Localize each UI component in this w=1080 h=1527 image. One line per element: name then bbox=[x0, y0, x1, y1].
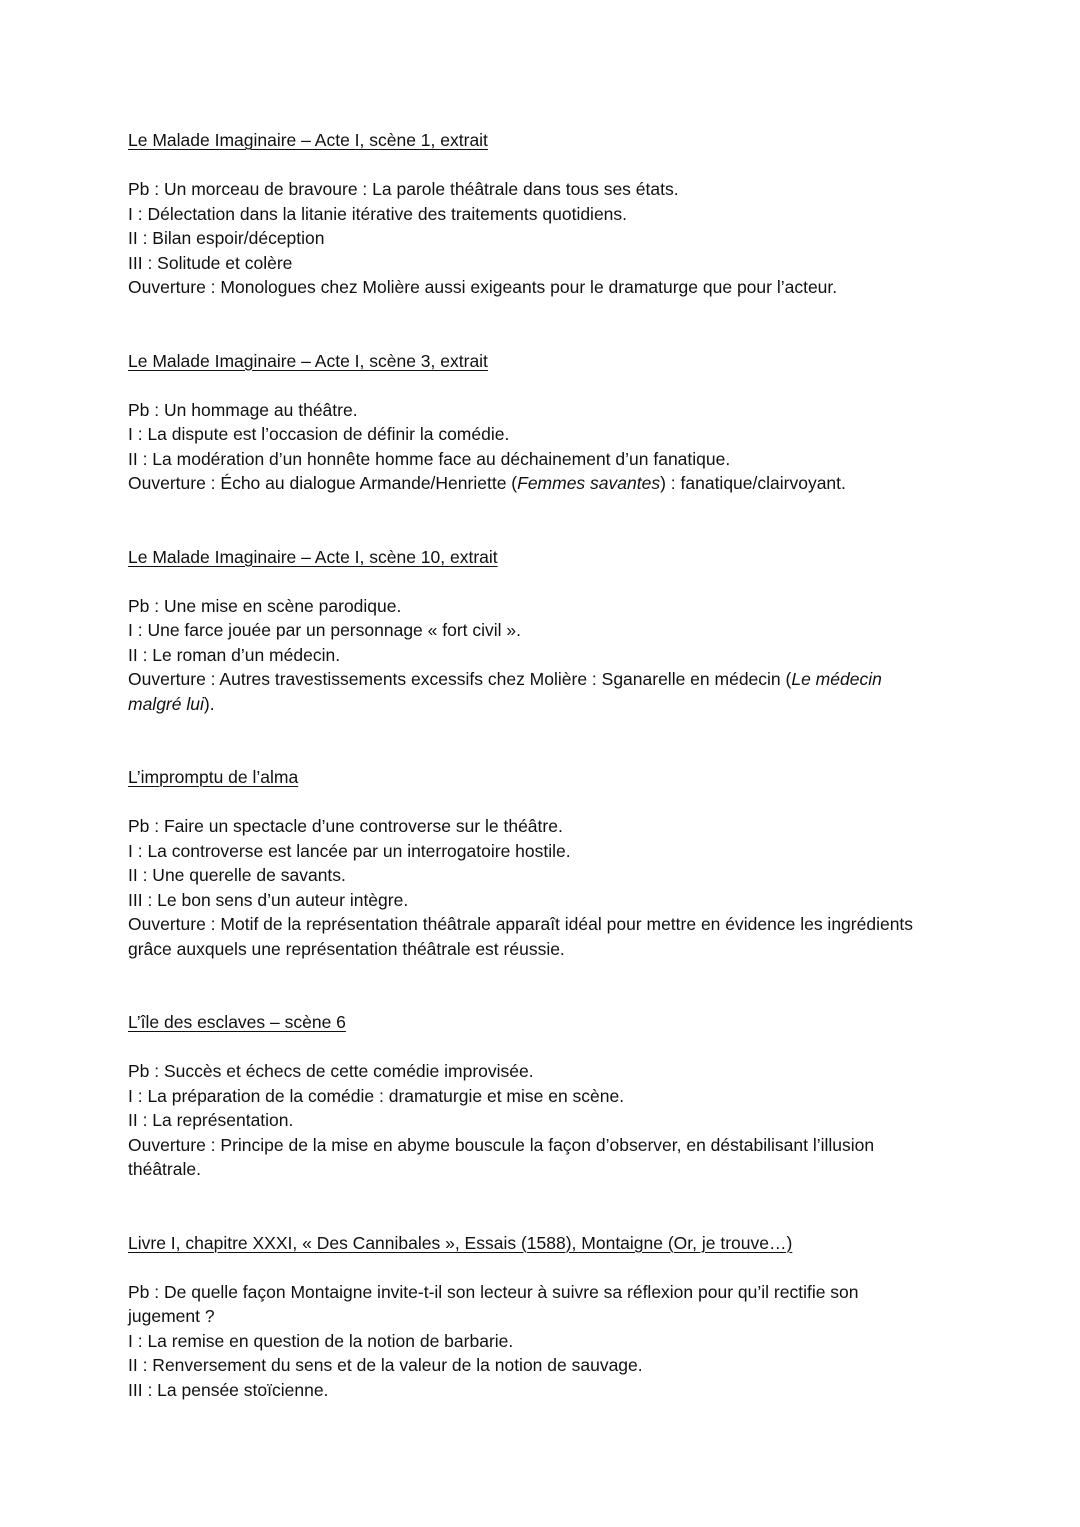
ouverture-line: Ouverture : Monologues chez Molière aussi exigeants pour le dramaturge que pour l’acteur. bbox=[128, 277, 838, 297]
section-malade-scene-10 bbox=[128, 545, 928, 717]
part-1-line: I : La remise en question de la notion de barbarie. bbox=[128, 1330, 514, 1351]
section-title: Le Malade Imaginaire – Acte I, scène 3, extrait bbox=[128, 350, 488, 371]
document-page bbox=[128, 128, 928, 1451]
section-title: L’île des esclaves – scène 6 bbox=[128, 1012, 346, 1032]
ouverture-line: Ouverture : Principe de la mise en abyme bouscule la façon d’observer, en déstabilisant l’illusion théâtrale. bbox=[128, 1134, 875, 1179]
problematique-line: Pb : Faire un spectacle d’une controverse sur le théâtre. bbox=[128, 816, 563, 836]
ouverture-line bbox=[128, 667, 928, 716]
problematique-line: Pb : De quelle façon Montaigne invite-t-il son lecteur à suivre sa réflexion pour qu’il rectifie son jugement ? bbox=[128, 1281, 859, 1326]
part-3-line: III : La pensée stoïcienne. bbox=[128, 1379, 329, 1400]
ouverture-text: Ouverture : Écho au dialogue Armande/Henriette ( bbox=[128, 473, 518, 493]
problematique-line: Pb : Une mise en scène parodique. bbox=[128, 595, 402, 616]
section-malade-scene-1 bbox=[128, 128, 928, 300]
part-1-line: I : La dispute est l’occasion de définir la comédie. bbox=[128, 424, 510, 444]
ouverture-text: Ouverture : Autres travestissements excessifs chez Molière : Sganarelle en médecin ( bbox=[128, 669, 792, 689]
ouverture-italic-title: Femmes savantes bbox=[517, 473, 661, 493]
problematique-line: Pb : Un morceau de bravoure : La parole théâtrale dans tous ses états. bbox=[128, 179, 679, 199]
ouverture-text-end: ). bbox=[203, 693, 215, 714]
section-des-cannibales bbox=[128, 1231, 928, 1403]
part-2-line: II : La modération d’un honnête homme face au déchainement d’un fanatique. bbox=[128, 448, 731, 469]
ouverture-line: Ouverture : Motif de la représentation théâtrale apparaît idéal pour mettre en évidence les ingrédients grâce auxquels une représentation théâtrale est réussie. bbox=[128, 914, 914, 959]
part-3-line: III : Le bon sens d’un auteur intègre. bbox=[128, 889, 409, 910]
part-1-line: I : Délectation dans la litanie itérative des traitements quotidiens. bbox=[128, 203, 628, 224]
section-ile-des-esclaves bbox=[128, 1010, 928, 1182]
part-3-line: III : Solitude et colère bbox=[128, 252, 293, 273]
problematique-line: Pb : Succès et échecs de cette comédie improvisée. bbox=[128, 1061, 534, 1081]
part-1-line: I : La controverse est lancée par un interrogatoire hostile. bbox=[128, 840, 571, 861]
section-malade-scene-3 bbox=[128, 349, 928, 496]
part-2-line: II : Le roman d’un médecin. bbox=[128, 644, 341, 665]
section-title: Livre I, chapitre XXXI, « Des Cannibales », Essais (1588), Montaigne (Or, je trouve…) bbox=[128, 1232, 793, 1253]
section-impromptu bbox=[128, 765, 928, 961]
problematique-line: Pb : Un hommage au théâtre. bbox=[128, 399, 358, 420]
section-title: Le Malade Imaginaire – Acte I, scène 1, extrait bbox=[128, 130, 488, 150]
section-title: L’impromptu de l’alma bbox=[128, 767, 299, 787]
part-2-line: II : Bilan espoir/déception bbox=[128, 228, 325, 248]
part-2-line: II : La représentation. bbox=[128, 1110, 294, 1130]
part-2-line: II : Une querelle de savants. bbox=[128, 865, 346, 885]
ouverture-text-end: ) : fanatique/clairvoyant. bbox=[660, 473, 846, 493]
part-1-line: I : Une farce jouée par un personnage « fort civil ». bbox=[128, 620, 522, 640]
ouverture-line bbox=[128, 471, 928, 496]
part-2-line: II : Renversement du sens et de la valeur de la notion de sauvage. bbox=[128, 1355, 643, 1375]
section-title: Le Malade Imaginaire – Acte I, scène 10, extrait bbox=[128, 546, 498, 567]
part-1-line: I : La préparation de la comédie : dramaturgie et mise en scène. bbox=[128, 1085, 625, 1106]
ouverture-italic-title: Le médecin malgré lui bbox=[128, 669, 882, 714]
